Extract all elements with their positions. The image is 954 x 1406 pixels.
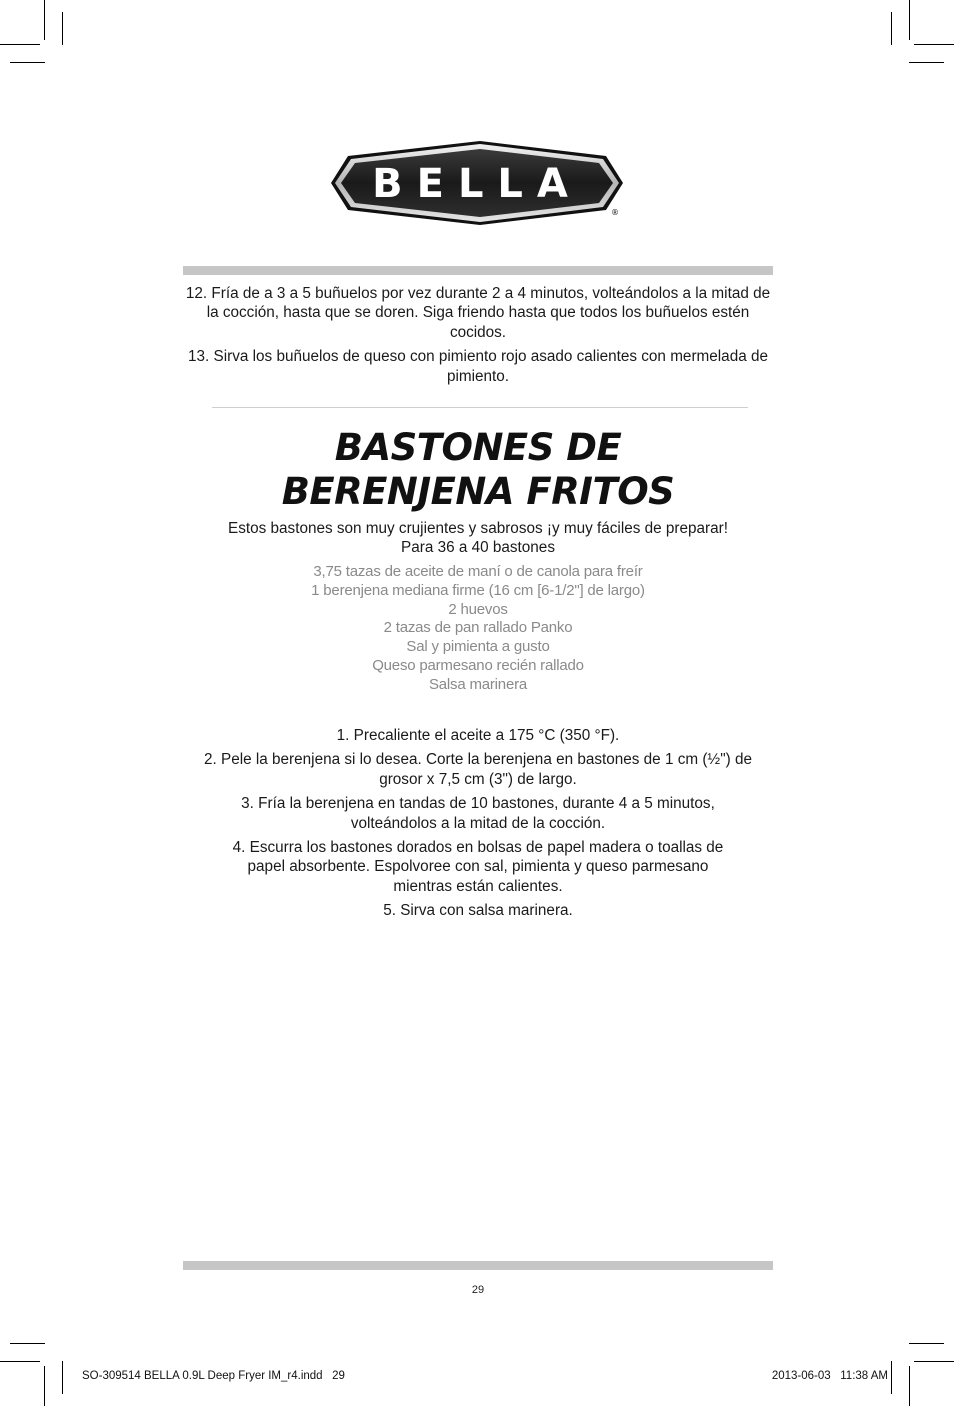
crop-mark xyxy=(909,0,910,40)
step-item: 12. Fría de a 3 a 5 buñuelos por vez durante 2 a 4 minutos, volteándolos a la mitad de la cocción, hasta que se doren. Siga friendo hasta que todos los buñuelos estén cocidos. xyxy=(185,285,771,341)
ingredient-item: 2 huevos xyxy=(448,600,508,618)
recipe-description: Estos bastones son muy crujientes y sabrosos ¡y muy fáciles de preparar! xyxy=(228,520,728,537)
ingredient-item: 3,75 tazas de aceite de maní o de canola para freír xyxy=(313,563,643,580)
crop-mark xyxy=(0,44,40,45)
recipe-yield: Para 36 a 40 bastones xyxy=(401,539,555,556)
recipe-steps xyxy=(183,726,773,926)
crop-mark xyxy=(909,62,944,63)
recipe-title xyxy=(183,426,773,514)
ingredient-item: Salsa marinera xyxy=(428,675,528,693)
title-line: BERENJENA FRITOS xyxy=(281,470,675,513)
previous-steps xyxy=(183,284,773,391)
step-item: 13. Sirva los buñuelos de queso con pimiento rojo asado calientes con mermelada de pimiento. xyxy=(188,348,768,385)
step-item: 4. Escurra los bastones dorados en bolsas de papel madera o toallas de papel absorbente. Espolvoree con sal, pimienta y queso parmesano mientras están calientes. xyxy=(232,839,724,895)
crop-mark xyxy=(914,1361,954,1362)
step-item: 5. Sirva con salsa marinera. xyxy=(383,902,573,920)
slug-file: SO-309514 BELLA 0.9L Deep Fryer IM_r4.indd 29 xyxy=(82,1370,345,1382)
crop-mark xyxy=(909,1343,944,1344)
ingredient-item: Queso parmesano recién rallado xyxy=(372,656,584,674)
step-item: 1. Precaliente el aceite a 175 °C (350 °F). xyxy=(336,727,620,744)
section-rule xyxy=(212,407,748,408)
ingredient-list xyxy=(183,563,773,695)
slug-timestamp: 2013-06-03 11:38 AM xyxy=(771,1370,888,1382)
crop-mark xyxy=(62,12,63,45)
crop-mark xyxy=(891,12,892,45)
recipe-intro xyxy=(183,519,773,557)
page-number: 29 xyxy=(471,1284,485,1296)
ingredient-item: 2 tazas de pan rallado Panko xyxy=(383,619,573,637)
bottom-divider-bar xyxy=(183,1261,773,1270)
crop-mark xyxy=(44,0,45,40)
brand-name: BELLA xyxy=(372,161,582,207)
step-item: 3. Fría la berenjena en tandas de 10 bastones, durante 4 a 5 minutos, volteándolos a la mitad de la cocción. xyxy=(241,795,715,832)
crop-mark xyxy=(10,1343,45,1344)
registered-mark: ® xyxy=(611,208,619,217)
step-item: 2. Pele la berenjena si lo desea. Corte la berenjena en bastones de 1 cm (½") de grosor x 7,5 cm (3") de largo. xyxy=(204,751,752,788)
crop-mark xyxy=(10,62,45,63)
ingredient-item: 1 berenjena mediana firme (16 cm [6-1/2"] de largo) xyxy=(311,581,645,599)
crop-mark xyxy=(914,44,954,45)
crop-mark xyxy=(44,1366,45,1406)
ingredient-item: Sal y pimienta a gusto xyxy=(406,638,550,656)
crop-mark xyxy=(909,1366,910,1406)
brand-logo xyxy=(330,138,624,228)
crop-mark xyxy=(62,1361,63,1394)
crop-mark xyxy=(0,1361,40,1362)
top-divider-bar xyxy=(183,266,773,275)
crop-mark xyxy=(891,1361,892,1394)
title-line: BASTONES DE xyxy=(334,426,622,469)
